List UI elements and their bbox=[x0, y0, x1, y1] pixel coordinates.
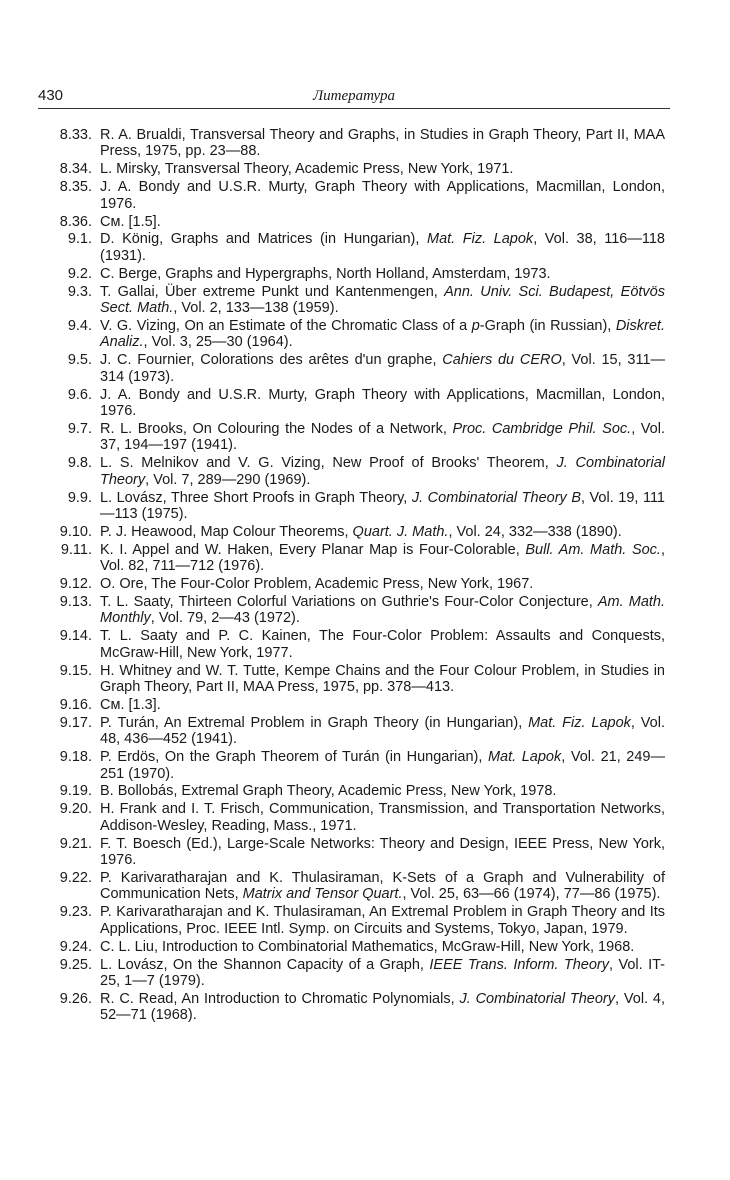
reference-number: 9.4. bbox=[67, 317, 92, 334]
reference-text bbox=[100, 127, 665, 160]
reference-text bbox=[100, 266, 665, 282]
reference-segment: , Vol. 37, 194—197 (1941). bbox=[100, 420, 665, 454]
reference-number: 9.13. bbox=[59, 593, 92, 610]
reference-number: 9.15. bbox=[59, 662, 92, 679]
reference-item bbox=[45, 490, 665, 523]
reference-text bbox=[100, 836, 665, 869]
reference-segment: P. Karivaratharajan and K. Thulasiraman, K-Sets of a Graph and Vulnerability of Communication Nets, bbox=[100, 869, 665, 903]
reference-italic-segment: IEEE Trans. Inform. Theory bbox=[429, 956, 610, 973]
reference-text bbox=[100, 939, 665, 955]
reference-item bbox=[45, 352, 665, 385]
reference-segment: V. G. Vizing, On an Estimate of the Chromatic Class of a bbox=[100, 317, 472, 334]
reference-number: 9.23. bbox=[59, 904, 92, 921]
reference-number: 8.35. bbox=[59, 179, 92, 196]
reference-number: 9.16. bbox=[59, 696, 92, 713]
reference-number: 8.36. bbox=[59, 213, 92, 230]
reference-segment: , Vol. 4, 52—71 (1968). bbox=[100, 990, 665, 1024]
reference-italic-segment: Matrix and Tensor Quart. bbox=[242, 886, 403, 903]
reference-text bbox=[100, 783, 665, 799]
reference-segment: B. Bollobás, Extremal Graph Theory, Academic Press, New York, 1978. bbox=[100, 783, 557, 800]
reference-text bbox=[100, 387, 665, 420]
reference-item bbox=[45, 421, 665, 454]
reference-segment: , Vol. IT-25, 1—7 (1979). bbox=[100, 956, 666, 989]
reference-italic-segment: Bull. Am. Math. Soc. bbox=[525, 541, 661, 558]
reference-number: 9.22. bbox=[59, 869, 92, 886]
reference-italic-segment: Ann. Univ. Sci. Budapest, Eötvös Sect. Math. bbox=[100, 283, 665, 317]
reference-item bbox=[45, 127, 665, 160]
reference-segment: См. [1.5]. bbox=[100, 213, 161, 230]
reference-text bbox=[100, 490, 665, 523]
reference-item bbox=[45, 284, 665, 317]
reference-item bbox=[45, 455, 665, 488]
reference-segment: , Vol. 24, 332—338 (1890). bbox=[448, 523, 622, 540]
reference-number: 9.17. bbox=[59, 714, 92, 731]
reference-text bbox=[100, 284, 665, 317]
reference-text bbox=[100, 697, 665, 713]
reference-text bbox=[100, 594, 665, 627]
reference-number: 9.1. bbox=[67, 231, 92, 248]
reference-segment: L. Mirsky, Transversal Theory, Academic Press, New York, 1971. bbox=[100, 161, 514, 178]
reference-number: 9.25. bbox=[59, 956, 92, 973]
reference-text bbox=[100, 628, 665, 661]
reference-text bbox=[100, 715, 665, 748]
reference-text bbox=[100, 870, 665, 903]
reference-number: 9.7. bbox=[67, 420, 92, 437]
reference-item bbox=[45, 214, 665, 230]
reference-segment: O. Ore, The Four-Color Problem, Academic Press, New York, 1967. bbox=[100, 576, 534, 593]
reference-item bbox=[45, 957, 665, 990]
reference-segment: P. Karivaratharajan and K. Thulasiraman, An Extremal Problem in Graph Theory and Its Applications, Proc. IEEE Intl. Symp. on Circuits and Systems, Tokyo, Japan, 1979. bbox=[100, 904, 665, 937]
reference-segment: T. Gallai, Über extreme Punkt und Kantenmengen, bbox=[100, 283, 445, 300]
reference-number: 9.5. bbox=[67, 352, 92, 369]
reference-item bbox=[45, 524, 665, 540]
reference-segment: R. L. Brooks, On Colouring the Nodes of a Network, bbox=[100, 420, 453, 437]
reference-number: 9.12. bbox=[59, 576, 92, 593]
reference-segment: F. T. Boesch (Ed.), Large-Scale Networks: Theory and Design, IEEE Press, New York, 1976. bbox=[100, 835, 665, 869]
reference-item bbox=[45, 161, 665, 177]
reference-text bbox=[100, 957, 665, 990]
reference-number: 8.33. bbox=[59, 127, 92, 143]
reference-italic-segment: Mat. Fiz. Lapok bbox=[426, 231, 534, 248]
reference-segment: H. Frank and I. T. Frisch, Communication, Transmission, and Transportation Networks, Addison-Wesley, Reading, Mass., 1971. bbox=[100, 801, 665, 834]
reference-italic-segment: J. Combinatorial Theory bbox=[100, 455, 665, 488]
reference-segment: L. S. Melnikov and V. G. Vizing, New Proof of Brooks' Theorem, bbox=[100, 455, 557, 472]
reference-number: 9.2. bbox=[67, 265, 92, 282]
reference-item bbox=[45, 697, 665, 713]
reference-text bbox=[100, 801, 665, 834]
reference-segment: R. A. Brualdi, Transversal Theory and Graphs, in Studies in Graph Theory, Part II, MAA Press, 1975, pp. 23—88. bbox=[100, 127, 665, 160]
reference-number: 9.9. bbox=[67, 489, 92, 506]
reference-item bbox=[45, 542, 665, 575]
reference-italic-segment: J. Combinatorial Theory B bbox=[411, 489, 581, 506]
reference-text bbox=[100, 231, 665, 264]
reference-number: 9.6. bbox=[67, 386, 92, 403]
reference-item bbox=[45, 836, 665, 869]
reference-italic-segment: Quart. J. Math. bbox=[352, 523, 449, 540]
reference-number: 9.26. bbox=[59, 990, 92, 1007]
reference-item bbox=[45, 991, 665, 1024]
reference-segment: См. [1.3]. bbox=[100, 696, 161, 713]
reference-segment: , Vol. 25, 63—66 (1974), 77—86 (1975). bbox=[402, 886, 661, 903]
reference-italic-segment: Mat. Fiz. Lapok bbox=[528, 714, 631, 731]
reference-item bbox=[45, 231, 665, 264]
reference-number: 9.24. bbox=[59, 938, 92, 955]
reference-segment: , Vol. 48, 436—452 (1941). bbox=[100, 714, 665, 748]
reference-segment: P. J. Heawood, Map Colour Theorems, bbox=[100, 523, 353, 540]
reference-number: 9.18. bbox=[59, 749, 92, 766]
reference-text bbox=[100, 991, 665, 1024]
reference-item bbox=[45, 663, 665, 696]
reference-number: 9.14. bbox=[59, 628, 92, 645]
reference-italic-segment: Proc. Cambridge Phil. Soc. bbox=[452, 420, 632, 437]
reference-italic-segment: J. Combinatorial Theory bbox=[459, 990, 616, 1007]
reference-item bbox=[45, 939, 665, 955]
reference-item bbox=[45, 715, 665, 748]
reference-number: 9.11. bbox=[60, 541, 92, 558]
reference-segment: , Vol. 15, 311—314 (1973). bbox=[100, 352, 666, 385]
reference-segment: , Vol. 7, 289—290 (1969). bbox=[145, 471, 311, 488]
running-title: Литература bbox=[312, 88, 396, 104]
reference-segment: H. Whitney and W. T. Tutte, Kempe Chains and the Four Colour Problem, in Studies in Graph Theory, Part II, MAA Press, 1975, pp. 378—413. bbox=[100, 662, 665, 695]
reference-segment: , Vol. 21, 249—251 (1970). bbox=[100, 749, 665, 782]
reference-number: 8.34. bbox=[59, 161, 92, 178]
reference-text bbox=[100, 179, 665, 212]
reference-item bbox=[45, 628, 665, 661]
reference-segment: J. C. Fournier, Colorations des arêtes d'un graphe, bbox=[100, 352, 443, 369]
reference-segment: D. König, Graphs and Matrices (in Hungarian), bbox=[100, 231, 427, 248]
reference-text bbox=[100, 749, 665, 782]
page-header bbox=[38, 85, 670, 107]
reference-item bbox=[45, 576, 665, 592]
reference-number: 9.20. bbox=[59, 801, 92, 818]
reference-segment: P. Erdös, On the Graph Theorem of Turán (in Hungarian), bbox=[100, 749, 488, 766]
reference-segment: C. L. Liu, Introduction to Combinatorial Mathematics, McGraw-Hill, New York, 1968. bbox=[100, 938, 635, 955]
reference-text bbox=[100, 421, 665, 454]
reference-segment: , Vol. 2, 133—138 (1959). bbox=[173, 300, 339, 317]
reference-segment: -Graph (in Russian), bbox=[479, 317, 616, 334]
reference-item bbox=[45, 749, 665, 782]
reference-number: 9.3. bbox=[67, 283, 92, 300]
reference-item bbox=[45, 266, 665, 282]
reference-segment: T. L. Saaty and P. C. Kainen, The Four-Color Problem: Assaults and Conquests, McGraw-Hill, New York, 1977. bbox=[100, 628, 665, 661]
reference-italic-segment: Mat. Lapok bbox=[487, 749, 562, 766]
reference-item bbox=[45, 783, 665, 799]
reference-segment: T. L. Saaty, Thirteen Colorful Variations on Guthrie's Four-Color Conjecture, bbox=[100, 593, 598, 610]
reference-list bbox=[45, 127, 665, 1025]
reference-item bbox=[45, 904, 665, 937]
header-rule bbox=[38, 108, 670, 109]
reference-number: 9.10. bbox=[59, 523, 92, 540]
reference-segment: C. Berge, Graphs and Hypergraphs, North Holland, Amsterdam, 1973. bbox=[100, 265, 551, 282]
reference-segment: J. A. Bondy and U.S.R. Murty, Graph Theory with Applications, Macmillan, London, 1976. bbox=[100, 179, 665, 212]
reference-segment: , Vol. 19, 111—113 (1975). bbox=[100, 489, 665, 522]
reference-number: 9.21. bbox=[59, 835, 92, 852]
reference-text bbox=[100, 663, 665, 696]
reference-text bbox=[100, 455, 665, 488]
reference-segment: L. Lovász, On the Shannon Capacity of a Graph, bbox=[100, 956, 430, 973]
page-number: 430 bbox=[38, 87, 64, 104]
reference-segment: , Vol. 3, 25—30 (1964). bbox=[143, 334, 293, 351]
reference-segment: K. I. Appel and W. Haken, Every Planar Map is Four-Colorable, bbox=[100, 541, 526, 558]
reference-segment: , Vol. 82, 711—712 (1976). bbox=[100, 541, 665, 575]
reference-item bbox=[45, 318, 665, 351]
reference-italic-segment: Am. Math. Monthly bbox=[100, 593, 666, 627]
reference-segment: P. Turán, An Extremal Problem in Graph Theory (in Hungarian), bbox=[100, 714, 529, 731]
reference-item bbox=[45, 870, 665, 903]
reference-item bbox=[45, 179, 665, 212]
reference-text bbox=[100, 576, 665, 592]
reference-segment: , Vol. 79, 2—43 (1972). bbox=[150, 610, 300, 627]
reference-text bbox=[100, 904, 665, 937]
reference-text bbox=[100, 542, 665, 575]
reference-item bbox=[45, 594, 665, 627]
reference-text bbox=[100, 318, 665, 351]
reference-item bbox=[45, 801, 665, 834]
reference-item bbox=[45, 387, 665, 420]
reference-text bbox=[100, 524, 665, 540]
reference-text bbox=[100, 352, 665, 385]
reference-number: 9.19. bbox=[59, 783, 92, 800]
reference-italic-segment: Diskret. Analiz. bbox=[100, 317, 665, 351]
reference-segment: , Vol. 38, 116—118 (1931). bbox=[100, 231, 665, 264]
reference-italic-segment: p bbox=[471, 317, 480, 334]
reference-segment: L. Lovász, Three Short Proofs in Graph Theory, bbox=[100, 489, 412, 506]
reference-segment: R. C. Read, An Introduction to Chromatic Polynomials, bbox=[100, 990, 460, 1007]
reference-text bbox=[100, 161, 665, 177]
reference-italic-segment: Cahiers du CERO bbox=[442, 352, 562, 369]
reference-number: 9.8. bbox=[67, 455, 92, 472]
reference-text bbox=[100, 214, 665, 230]
reference-segment: J. A. Bondy and U.S.R. Murty, Graph Theory with Applications, Macmillan, London, 1976. bbox=[100, 386, 665, 419]
